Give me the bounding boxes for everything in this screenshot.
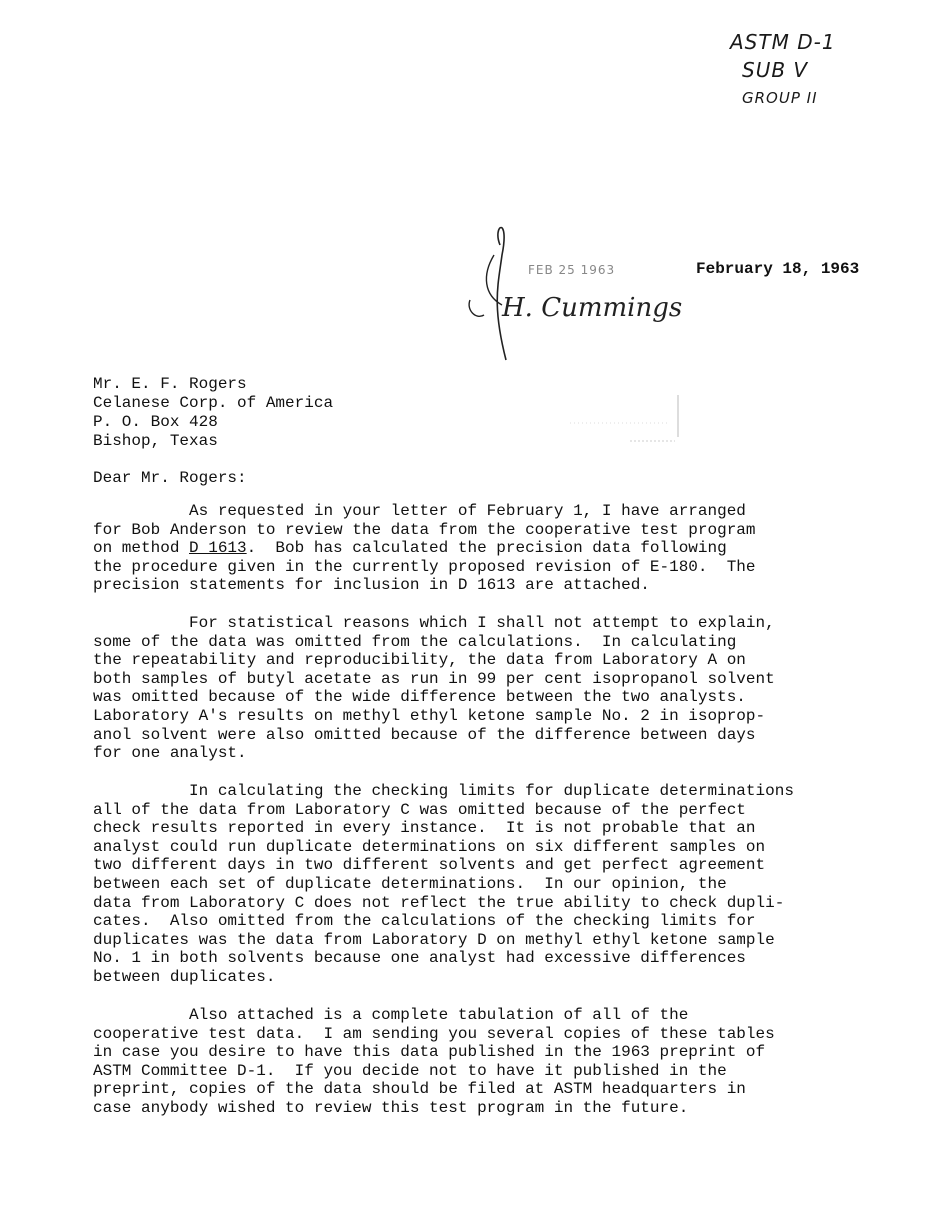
paragraph-2-line-7: anol solvent were also omitted because of the difference between days	[93, 725, 756, 744]
paragraph-3-line-3: check results reported in every instance. It is not probable that an	[93, 819, 756, 838]
paragraph-1-line-1: As requested in your letter of February 1, I have arranged	[93, 502, 746, 520]
recipient-box: P. O. Box 428	[93, 413, 218, 431]
signature-mark-icon	[462, 215, 692, 365]
paragraph-4-line-2: cooperative test data. I am sending you several copies of these tables	[93, 1024, 775, 1043]
recipient-company: Celanese Corp. of America	[93, 394, 334, 412]
handwritten-annotation	[730, 28, 836, 112]
paragraph-3-line-5: two different days in two different solvents and get perfect agreement	[93, 856, 766, 875]
received-date-stamp: FEB 25 1963	[528, 263, 616, 277]
paragraph-3-line-9: duplicates was the data from Laboratory D on methyl ethyl ketone sample	[93, 930, 775, 949]
annotation-line-1: ASTM D-1	[730, 30, 836, 54]
paragraph-3-line-4: analyst could run duplicate determinations on six different samples on	[93, 837, 766, 856]
paragraph-1-line-3	[93, 539, 913, 558]
paragraph-2-line-5: was omitted because of the wide difference between the two analysts.	[93, 688, 746, 707]
received-stamp-area	[462, 215, 692, 365]
paragraph-4-line-1: Also attached is a complete tabulation of all of the	[93, 1006, 689, 1024]
recipient-address	[93, 375, 333, 451]
paragraph-3-line-7: data from Laboratory C does not reflect the true ability to check dupli-	[93, 893, 785, 912]
paragraph-1	[93, 502, 913, 595]
faint-stamp-mark	[470, 395, 680, 445]
paragraph-4-line-6: case anybody wished to review this test program in the future.	[93, 1098, 689, 1117]
paragraph-3-line-1: In calculating the checking limits for duplicate determinations	[93, 782, 794, 800]
paragraph-1-line-4: the procedure given in the currently proposed revision of E-180. The	[93, 557, 756, 576]
paragraph-4-line-5: preprint, copies of the data should be filed at ASTM headquarters in	[93, 1080, 746, 1099]
handwritten-initials: H. Cummings	[502, 293, 683, 323]
letter-date: February 18, 1963	[696, 260, 860, 278]
annotation-line-2: SUB V	[742, 58, 809, 82]
paragraph-3-line-11: between duplicates.	[93, 967, 276, 986]
paragraph-2-line-8: for one analyst.	[93, 744, 247, 763]
paragraph-2-line-6: Laboratory A's results on methyl ethyl ketone sample No. 2 in isoprop-	[93, 706, 766, 725]
paragraph-2-line-3: the repeatability and reproducibility, the data from Laboratory A on	[93, 651, 746, 670]
paragraph-2	[93, 614, 913, 763]
paragraph-1-line-2: for Bob Anderson to review the data from the cooperative test program	[93, 520, 756, 539]
recipient-city: Bishop, Texas	[93, 432, 218, 450]
paragraph-4-line-3: in case you desire to have this data published in the 1963 preprint of	[93, 1043, 766, 1062]
paragraph-1-line-5: precision statements for inclusion in D 1613 are attached.	[93, 576, 650, 595]
paragraph-3-line-6: between each set of duplicate determinations. In our opinion, the	[93, 874, 727, 893]
line-3-rest: . Bob has calculated the precision data following	[246, 539, 727, 558]
line-3-start: on method	[93, 539, 190, 558]
paragraph-3-line-8: cates. Also omitted from the calculations of the checking limits for	[93, 912, 756, 931]
paragraph-2-line-2: some of the data was omitted from the calculations. In calculating	[93, 632, 737, 651]
paragraph-3-line-10: No. 1 in both solvents because one analyst had excessive differences	[93, 949, 746, 968]
recipient-name: Mr. E. F. Rogers	[93, 375, 247, 393]
paragraph-4	[93, 1006, 913, 1118]
method-reference: D 1613	[189, 539, 247, 558]
paragraph-2-line-4: both samples of butyl acetate as run in 99 per cent isopropanol solvent	[93, 669, 775, 688]
paragraph-3-line-2: all of the data from Laboratory C was omitted because of the perfect	[93, 800, 746, 819]
paragraph-3	[93, 782, 913, 987]
annotation-line-3: GROUP II	[742, 89, 818, 107]
paragraph-2-line-1: For statistical reasons which I shall not attempt to explain,	[93, 614, 775, 632]
salutation: Dear Mr. Rogers:	[93, 469, 247, 487]
paragraph-4-line-4: ASTM Committee D-1. If you decide not to have it published in the	[93, 1061, 727, 1080]
